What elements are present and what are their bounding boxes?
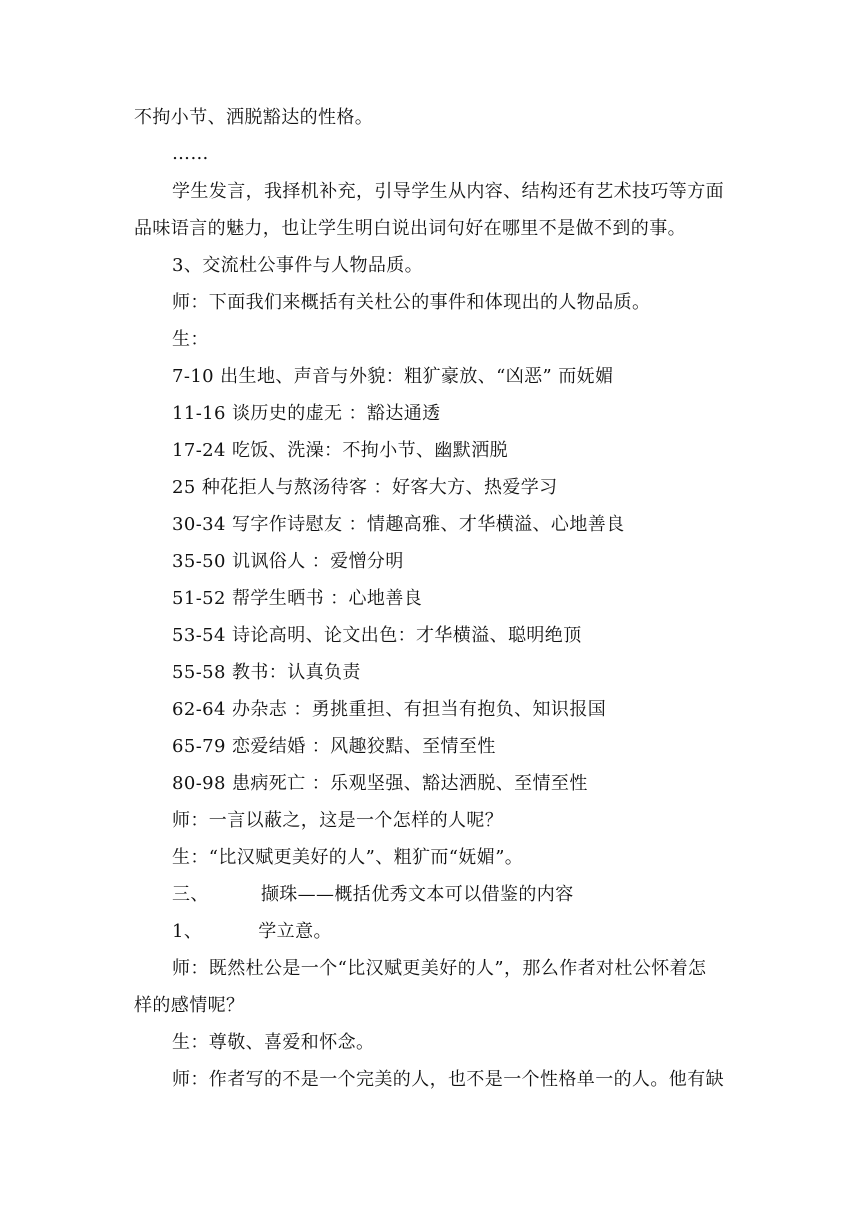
event-item: 65-79 恋爱结婚 ：风趣狡黠、至情至性 xyxy=(172,736,496,757)
text-line: 学生发言，我择机补充，引导学生从内容、结构还有艺术技巧等方面 xyxy=(172,181,724,202)
student-line: 生：尊敬、喜爱和怀念。 xyxy=(172,1032,375,1053)
section-three-heading xyxy=(172,883,782,907)
teacher-line: 师：下面我们来概括有关杜公的事件和体现出的人物品质。 xyxy=(172,292,651,313)
item-number: 1、 xyxy=(172,921,203,942)
section-number: 三、 xyxy=(172,884,209,905)
section-title: 撷珠——概括优秀文本可以借鉴的内容 xyxy=(260,884,574,905)
event-item: 35-50 讥讽俗人 ：爱憎分明 xyxy=(172,551,404,572)
event-item: 62-64 办杂志 ：勇挑重担、有担当有抱负、知识报国 xyxy=(172,699,607,720)
section-heading: 3、交流杜公事件与人物品质。 xyxy=(172,255,424,276)
event-item: 7-10 出生地、声音与外貌：粗犷豪放、“凶恶” 而妩媚 xyxy=(172,366,614,387)
text-line: 品味语言的魅力，也让学生明白说出词句好在哪里不是做不到的事。 xyxy=(134,218,686,239)
sub-item-heading xyxy=(172,920,782,944)
student-line: 生： xyxy=(172,329,209,350)
text-line: 不拘小节、洒脱豁达的性格。 xyxy=(134,107,374,128)
teacher-line: 师：既然杜公是一个“比汉赋更美好的人”，那么作者对杜公怀着怎 xyxy=(172,958,707,979)
event-item: 55-58 教书：认真负责 xyxy=(172,662,361,683)
event-item: 53-54 诗论高明、论文出色：才华横溢、聪明绝顶 xyxy=(172,625,582,646)
event-item: 80-98 患病死亡 ：乐观坚强、豁达洒脱、至情至性 xyxy=(172,773,588,794)
event-item: 51-52 帮学生晒书 ：心地善良 xyxy=(172,588,423,609)
event-item: 30-34 写字作诗慰友 ：情趣高雅、才华横溢、心地善良 xyxy=(172,514,625,535)
teacher-line: 师：一言以蔽之，这是一个怎样的人呢？ xyxy=(172,810,504,831)
event-item: 25 种花拒人与熬汤待客 ：好客大方、热爱学习 xyxy=(172,477,558,498)
ellipsis-line: …… xyxy=(172,143,209,164)
student-line: 生：“比汉赋更美好的人”、粗犷而“妩媚”。 xyxy=(172,847,524,868)
text-line: 样的感情呢？ xyxy=(134,995,245,1016)
item-title: 学立意。 xyxy=(258,921,332,942)
event-item: 17-24 吃饭、洗澡：不拘小节、幽默洒脱 xyxy=(172,440,509,461)
event-item: 11-16 谈历史的虚无 ：豁达通透 xyxy=(172,403,441,424)
teacher-line: 师：作者写的不是一个完美的人，也不是一个性格单一的人。他有缺 xyxy=(172,1069,724,1090)
